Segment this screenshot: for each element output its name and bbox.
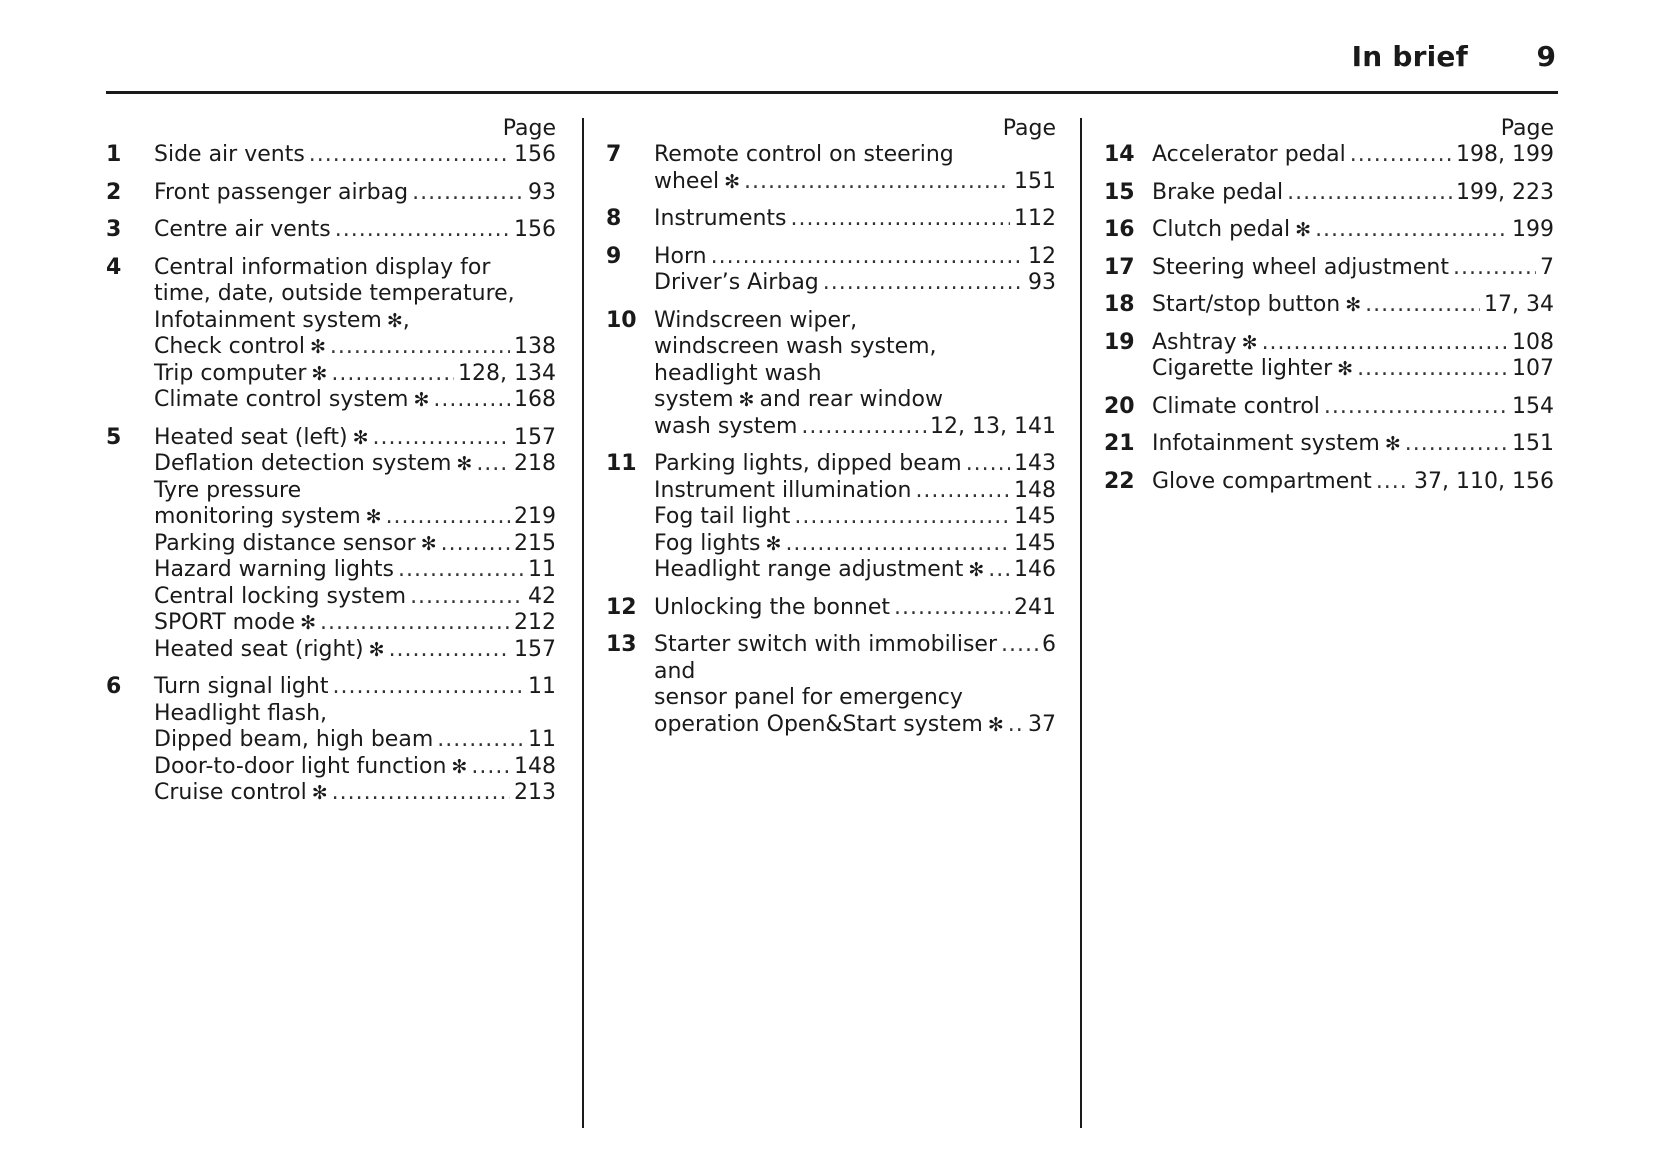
item-number: 15 <box>1104 179 1135 205</box>
page-reference: 151 <box>1512 431 1554 456</box>
index-entry <box>1104 180 1554 207</box>
item-label: sensor panel for emergency <box>654 685 963 710</box>
entry-line <box>654 659 1056 686</box>
page-number: 9 <box>1536 40 1556 73</box>
entry-lines <box>654 206 1056 233</box>
entry-line <box>654 504 1056 531</box>
page-reference: 198, 199 <box>1456 142 1554 167</box>
page-reference: 145 <box>1014 530 1056 556</box>
entry-line <box>1152 180 1554 207</box>
index-entry <box>106 425 556 664</box>
entry-lines <box>154 142 556 169</box>
item-label: Climate control system <box>154 387 409 412</box>
dot-leader <box>791 206 1010 233</box>
entry-lines <box>1152 469 1554 496</box>
page-reference: 154 <box>1512 393 1554 419</box>
optional-equipment-icon: ✻ <box>456 453 473 475</box>
item-label: Door-to-door light function <box>154 753 447 779</box>
optional-equipment-icon: ✻ <box>968 559 985 581</box>
item-number: 21 <box>1104 431 1135 456</box>
item-label-suffix: and rear window <box>759 387 943 412</box>
item-label: wash system <box>654 413 798 439</box>
index-column-2 <box>606 115 1056 749</box>
entry-line <box>154 584 556 611</box>
entry-line <box>654 531 1056 558</box>
item-number: 4 <box>106 254 122 280</box>
entry-line <box>154 142 556 169</box>
entry-lines <box>154 425 556 664</box>
item-number: 2 <box>106 179 122 205</box>
dot-leader <box>410 584 524 611</box>
entry-line <box>1152 292 1554 319</box>
entry-lines <box>1152 180 1554 207</box>
optional-equipment-icon: ✻ <box>352 426 369 449</box>
item-label: Ashtray <box>1152 329 1237 355</box>
optional-equipment-icon: ✻ <box>311 362 328 385</box>
index-entry <box>1104 292 1554 319</box>
entry-line <box>154 504 556 531</box>
item-label: Deflation detection system <box>154 451 452 476</box>
optional-equipment-icon: ✻ <box>420 532 437 555</box>
item-number: 11 <box>606 451 637 476</box>
item-label: Headlight flash, <box>154 700 328 726</box>
entry-line <box>154 727 556 754</box>
optional-equipment-icon: ✻ <box>368 638 385 661</box>
dot-leader <box>794 504 1010 531</box>
dot-leader <box>1350 142 1452 169</box>
item-label: Central locking system <box>154 583 407 609</box>
optional-equipment-icon: ✻ <box>724 170 741 193</box>
page-header <box>106 30 1558 94</box>
index-column-3 <box>1104 115 1554 506</box>
item-number: 19 <box>1104 329 1135 355</box>
entry-line <box>154 361 556 388</box>
page-reference: 146 <box>1014 557 1056 582</box>
entry-line <box>1152 431 1554 458</box>
optional-equipment-icon: ✻ <box>765 532 782 555</box>
item-label: Glove compartment <box>1152 468 1372 494</box>
item-label: monitoring system <box>154 504 361 529</box>
entry-lines <box>1152 142 1554 169</box>
entry-lines <box>1152 431 1554 458</box>
page-reference: 148 <box>514 753 556 779</box>
entry-line <box>154 255 556 282</box>
item-label: operation Open&Start system <box>654 711 983 737</box>
entry-line <box>654 206 1056 233</box>
item-label: Hazard warning lights <box>154 557 394 582</box>
index-entry <box>1104 431 1554 458</box>
entry-lines <box>654 632 1056 738</box>
page-reference: 212 <box>514 610 556 635</box>
page-reference: 156 <box>514 142 556 167</box>
dot-leader <box>412 180 524 207</box>
entry-lines <box>154 217 556 244</box>
dot-leader <box>1001 632 1038 659</box>
item-label: Headlight range adjustment <box>654 557 964 582</box>
dot-leader <box>386 504 510 531</box>
entry-line <box>154 610 556 637</box>
optional-equipment-icon: ✻ <box>1337 358 1354 380</box>
optional-equipment-icon: ✻ <box>309 336 326 358</box>
page-reference: 213 <box>514 780 556 805</box>
entry-line <box>654 142 1056 169</box>
entry-line <box>1152 217 1554 244</box>
page-reference: 107 <box>1512 356 1554 381</box>
dot-leader <box>915 478 1010 505</box>
page-reference: 168 <box>514 387 556 412</box>
entry-line <box>654 308 1056 335</box>
index-entry <box>606 632 1056 738</box>
entry-line <box>154 478 556 505</box>
entry-lines <box>654 142 1056 195</box>
item-label: Start/stop button <box>1152 292 1341 317</box>
optional-equipment-icon: ✻ <box>413 389 430 411</box>
entry-line <box>1152 469 1554 496</box>
dot-leader <box>433 387 510 414</box>
dot-leader <box>471 754 510 781</box>
item-number: 10 <box>606 307 637 333</box>
page-reference: 157 <box>514 424 556 450</box>
optional-equipment-icon: ✻ <box>386 309 403 332</box>
item-label: Cruise control <box>154 780 307 805</box>
index-column-1 <box>106 115 556 818</box>
page-reference: 17, 34 <box>1484 292 1554 317</box>
page-reference: 218 <box>514 451 556 476</box>
dot-leader <box>823 270 1024 297</box>
item-number: 22 <box>1104 468 1135 494</box>
entry-line <box>654 712 1056 739</box>
item-label: Trip computer <box>154 360 307 386</box>
item-label: Accelerator pedal <box>1152 142 1346 167</box>
page-reference: 157 <box>514 636 556 662</box>
entry-line <box>654 334 1056 361</box>
entry-lines <box>654 451 1056 584</box>
index-entry <box>106 180 556 207</box>
item-label: Driver’s Airbag <box>654 270 819 295</box>
index-entry <box>106 217 556 244</box>
index-entry <box>606 244 1056 297</box>
column-divider <box>582 118 584 1128</box>
optional-equipment-icon: ✻ <box>451 755 468 778</box>
entry-line <box>154 308 556 335</box>
entry-line <box>154 557 556 584</box>
item-label: Unlocking the bonnet <box>654 594 891 620</box>
entry-line <box>654 595 1056 622</box>
page-reference: 93 <box>1028 270 1056 295</box>
page-reference: 145 <box>1014 504 1056 529</box>
entry-lines <box>1152 217 1554 244</box>
entry-line <box>654 685 1056 712</box>
entry-lines <box>154 674 556 807</box>
entry-lines <box>654 308 1056 441</box>
item-label: system <box>654 387 734 412</box>
dot-leader <box>389 637 510 664</box>
dot-leader <box>309 142 510 169</box>
entry-line <box>154 674 556 701</box>
item-label: Centre air vents <box>154 217 331 242</box>
index-entry <box>106 255 556 414</box>
page-reference: 93 <box>528 179 556 205</box>
item-label: Parking distance sensor <box>154 530 416 556</box>
page-reference: 199, 223 <box>1456 179 1554 205</box>
index-entry <box>106 142 556 169</box>
item-label: Parking lights, dipped beam <box>654 451 962 476</box>
entry-lines <box>1152 255 1554 282</box>
dot-leader <box>320 610 510 637</box>
entry-line <box>154 637 556 664</box>
dot-leader <box>1008 712 1024 739</box>
index-entry <box>1104 330 1554 383</box>
page-reference: 215 <box>514 530 556 556</box>
optional-equipment-icon: ✻ <box>1295 219 1312 241</box>
entry-lines <box>1152 394 1554 421</box>
optional-equipment-icon: ✻ <box>365 506 382 528</box>
item-label: windscreen wash system, <box>654 334 937 359</box>
page-reference: 12 <box>1028 243 1056 269</box>
item-number: 8 <box>606 206 622 231</box>
entry-lines <box>154 180 556 207</box>
page-reference: 37 <box>1028 711 1056 737</box>
page-reference: 11 <box>528 557 556 582</box>
dot-leader <box>1365 292 1480 319</box>
page-reference: 128, 134 <box>458 360 556 386</box>
item-label: Cigarette lighter <box>1152 356 1333 381</box>
entry-line <box>154 425 556 452</box>
item-label: Turn signal light <box>154 674 329 699</box>
item-label: and <box>654 658 696 684</box>
page-reference: 138 <box>514 334 556 359</box>
entry-line <box>654 270 1056 297</box>
page-column-label: Page <box>1500 116 1554 141</box>
dot-leader <box>476 451 510 478</box>
page-column-label: Page <box>502 116 556 141</box>
dot-leader <box>331 361 454 388</box>
page-reference: 112 <box>1014 206 1056 231</box>
item-number: 17 <box>1104 254 1135 280</box>
entry-line <box>154 387 556 414</box>
item-label: Dipped beam, high beam <box>154 727 434 752</box>
dot-leader <box>1376 469 1410 496</box>
page-reference: 156 <box>514 217 556 242</box>
entry-line <box>1152 394 1554 421</box>
entry-line <box>154 451 556 478</box>
dot-leader <box>330 334 510 361</box>
item-label: Instrument illumination <box>654 477 912 503</box>
entry-line <box>154 334 556 361</box>
optional-equipment-icon: ✻ <box>1345 294 1362 316</box>
entry-line <box>154 281 556 308</box>
item-label: Fog lights <box>654 530 761 556</box>
page-reference: 42 <box>528 583 556 609</box>
item-number: 3 <box>106 217 122 242</box>
page-column-label: Page <box>1002 116 1056 141</box>
entry-line <box>654 169 1056 196</box>
entry-line <box>654 387 1056 414</box>
index-entry <box>1104 142 1554 169</box>
page-reference: 199 <box>1512 217 1554 242</box>
index-entry <box>606 595 1056 622</box>
page-reference: 6 <box>1042 632 1056 657</box>
dot-leader <box>785 531 1010 558</box>
entry-lines <box>154 255 556 414</box>
index-entry <box>606 451 1056 584</box>
dot-leader <box>1405 431 1508 458</box>
optional-equipment-icon: ✻ <box>1384 433 1401 455</box>
item-number: 7 <box>606 142 622 167</box>
page-reference: 11 <box>528 674 556 699</box>
entry-line <box>654 557 1056 584</box>
entry-line <box>1152 255 1554 282</box>
entry-lines <box>654 244 1056 297</box>
item-number: 12 <box>606 594 637 620</box>
item-number: 18 <box>1104 292 1135 317</box>
item-label: Brake pedal <box>1152 179 1284 205</box>
item-number: 9 <box>606 243 622 269</box>
index-entry <box>606 206 1056 233</box>
entry-line <box>1152 330 1554 357</box>
page-reference: 108 <box>1512 329 1554 355</box>
entry-line <box>154 180 556 207</box>
dot-leader <box>1287 180 1452 207</box>
item-label: Instruments <box>654 206 787 231</box>
page-reference: 11 <box>528 727 556 752</box>
item-label: Horn <box>654 243 707 269</box>
dot-leader <box>332 674 524 701</box>
entry-line <box>654 478 1056 505</box>
page-reference: 37, 110, 156 <box>1414 468 1554 494</box>
dot-leader <box>332 780 510 807</box>
item-number: 16 <box>1104 217 1135 242</box>
index-entry <box>606 142 1056 195</box>
dot-leader <box>373 425 511 452</box>
item-number: 14 <box>1104 142 1135 167</box>
item-label: Remote control on steering <box>654 142 954 167</box>
item-label: SPORT mode <box>154 610 296 635</box>
item-label: Side air vents <box>154 142 305 167</box>
item-label: Fog tail light <box>654 504 791 529</box>
page-reference: 151 <box>1014 168 1056 194</box>
item-label: Infotainment system <box>1152 431 1380 456</box>
item-number: 6 <box>106 674 122 699</box>
entry-line <box>154 217 556 244</box>
dot-leader <box>335 217 510 244</box>
dot-leader <box>441 531 510 558</box>
dot-leader <box>398 557 524 584</box>
entry-line <box>654 414 1056 441</box>
item-label: Heated seat (left) <box>154 424 348 450</box>
item-label: time, date, outside temperature, <box>154 281 515 306</box>
item-number: 13 <box>606 632 637 657</box>
item-label: Windscreen wiper, <box>654 307 858 333</box>
item-label: Tyre pressure <box>154 477 302 503</box>
item-number: 1 <box>106 142 122 167</box>
optional-equipment-icon: ✻ <box>300 612 316 634</box>
entry-line <box>154 780 556 807</box>
entry-line <box>654 361 1056 388</box>
item-label: wheel <box>654 168 720 194</box>
optional-equipment-icon: ✻ <box>1241 331 1258 354</box>
index-entry <box>1104 394 1554 421</box>
entry-line <box>654 632 1056 659</box>
dot-leader <box>437 727 524 754</box>
item-number: 20 <box>1104 393 1135 419</box>
entry-line <box>1152 142 1554 169</box>
entry-line <box>654 244 1056 271</box>
item-label-suffix: , <box>402 307 410 333</box>
page-reference: 7 <box>1540 254 1554 280</box>
dot-leader <box>966 451 1010 478</box>
index-entry <box>1104 217 1554 244</box>
dot-leader <box>801 414 926 441</box>
item-label: Front passenger airbag <box>154 179 409 205</box>
column-divider <box>1080 118 1082 1128</box>
page-reference: 241 <box>1014 594 1056 620</box>
item-label: Check control <box>154 334 305 359</box>
dot-leader <box>744 169 1010 196</box>
item-label: Starter switch with immobiliser <box>654 632 997 657</box>
dot-leader <box>711 244 1024 271</box>
entry-line <box>154 754 556 781</box>
page-reference: 148 <box>1014 477 1056 503</box>
dot-leader <box>1324 394 1508 421</box>
page-reference: 143 <box>1014 451 1056 476</box>
dot-leader <box>988 557 1010 584</box>
page-reference: 12, 13, 141 <box>930 413 1056 439</box>
entry-lines <box>654 595 1056 622</box>
item-label: Steering wheel adjustment <box>1152 254 1449 280</box>
index-entry <box>106 674 556 807</box>
entry-lines <box>1152 292 1554 319</box>
entry-line <box>654 451 1056 478</box>
optional-equipment-icon: ✻ <box>311 782 328 804</box>
item-label: Central information display for <box>154 254 491 280</box>
entry-line <box>154 701 556 728</box>
item-label: headlight wash <box>654 360 822 386</box>
item-label: Heated seat (right) <box>154 636 364 662</box>
dot-leader <box>1315 217 1508 244</box>
index-entry <box>606 308 1056 441</box>
index-entry <box>1104 255 1554 282</box>
item-number: 5 <box>106 424 122 450</box>
dot-leader <box>1453 255 1536 282</box>
dot-leader <box>894 595 1010 622</box>
item-label: Climate control <box>1152 393 1320 419</box>
optional-equipment-icon: ✻ <box>738 389 755 411</box>
item-label: Clutch pedal <box>1152 217 1291 242</box>
entry-lines <box>1152 330 1554 383</box>
dot-leader <box>1262 330 1508 357</box>
page-reference: 219 <box>514 504 556 529</box>
optional-equipment-icon: ✻ <box>987 713 1004 736</box>
index-entry <box>1104 469 1554 496</box>
entry-line <box>154 531 556 558</box>
entry-line <box>1152 356 1554 383</box>
dot-leader <box>1357 356 1508 383</box>
item-label: Infotainment system <box>154 307 382 333</box>
section-title: In brief <box>1351 40 1468 73</box>
